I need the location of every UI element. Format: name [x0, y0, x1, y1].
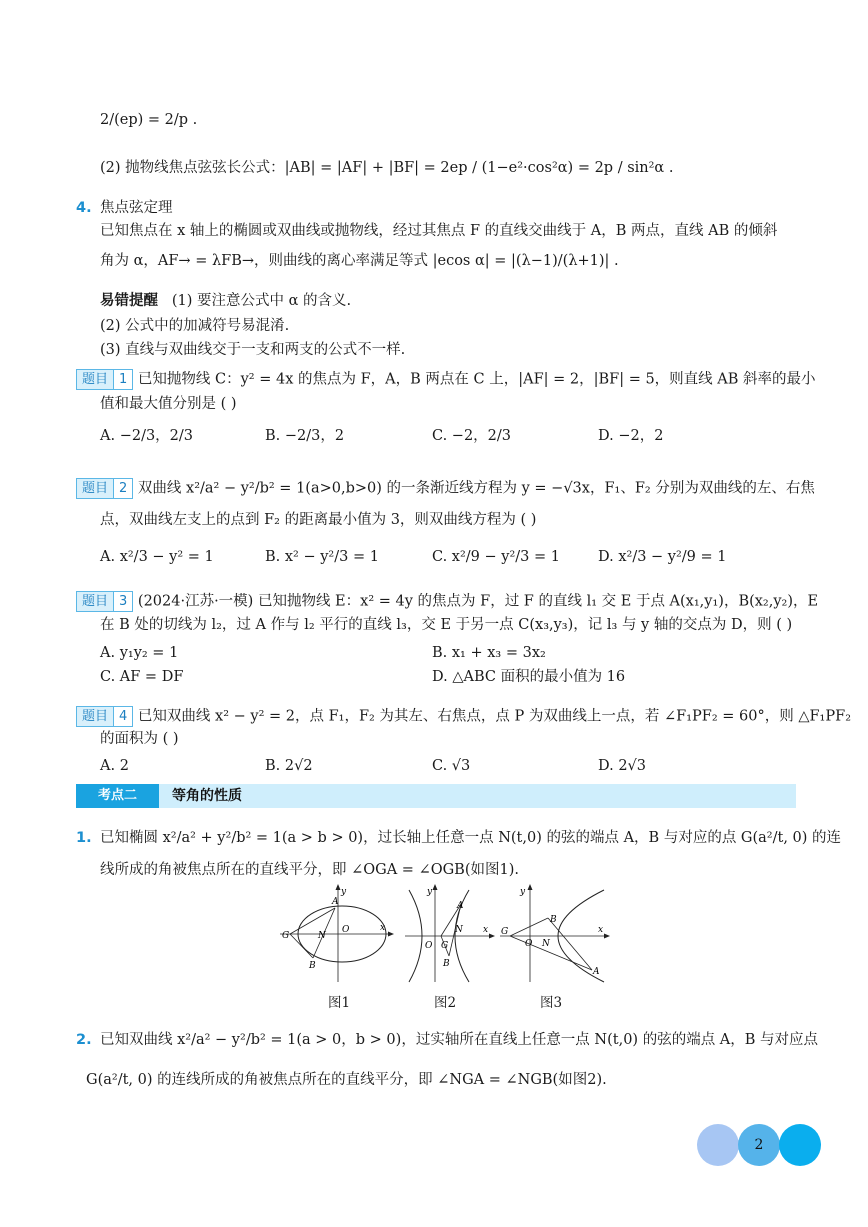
property-1-text-2: 线所成的角被焦点所在的直线平分，即 ∠OGA = ∠OGB(如图1).	[100, 862, 519, 878]
question-tag: 题目 1	[76, 369, 133, 390]
question-tag: 题目 4	[76, 706, 133, 727]
page-number: 2	[754, 1137, 764, 1153]
item-number-2: 2.	[76, 1032, 92, 1048]
question-4	[76, 706, 851, 727]
svg-text:N: N	[455, 925, 463, 935]
section-head: 考点二	[76, 784, 159, 808]
figure-1	[280, 884, 395, 984]
svg-text:G: G	[501, 927, 509, 937]
question-2-cont: 点，双曲线左支上的点到 F₂ 的距离最小值为 3，则双曲线方程为 ( )	[100, 512, 537, 528]
choice-b[interactable]: B. −2/3，2	[265, 428, 345, 444]
tip-line-1	[100, 291, 351, 311]
svg-text:N: N	[318, 931, 326, 941]
question-text: 双曲线 x²/a² − y²/b² = 1(a>0,b>0) 的一条渐近线方程为 y = −√3x，F₁、F₂ 分别为双曲线的左、右焦	[137, 480, 815, 497]
choice-b[interactable]: B. x² − y²/3 = 1	[265, 549, 379, 565]
property-2-text-1: 已知双曲线 x²/a² − y²/b² = 1(a > 0，b > 0)，过实轴所在直线上任意一点 N(t,0) 的弦的端点 A，B 与对应点	[100, 1032, 819, 1048]
choice-d[interactable]: D. 2√3	[598, 758, 647, 774]
tip-text-1: (1) 要注意公式中 α 的含义.	[171, 293, 352, 309]
svg-text:y: y	[341, 887, 347, 897]
svg-text:N: N	[542, 939, 550, 949]
question-1-cont: 值和最大值分别是 ( )	[100, 396, 237, 412]
question-text: 已知抛物线 C：y² = 4x 的焦点为 F，A，B 两点在 C 上，|AF| = 2，|BF| = 5，则直线 AB 斜率的最小	[137, 371, 816, 388]
question-2	[76, 478, 815, 499]
choice-a[interactable]: A. x²/3 − y² = 1	[100, 549, 214, 565]
svg-text:G: G	[282, 931, 290, 941]
page-circle-left	[697, 1124, 739, 1166]
svg-text:x: x	[483, 925, 489, 935]
item-number-4: 4.	[76, 200, 92, 216]
choice-a[interactable]: A. −2/3，2/3	[100, 428, 194, 444]
choice-d[interactable]: D. −2，2	[598, 428, 664, 444]
svg-text:O: O	[425, 941, 433, 951]
choice-c[interactable]: C. AF = DF	[100, 669, 184, 685]
choice-a[interactable]: A. y₁y₂ = 1	[100, 645, 179, 661]
tip-line-2: (2) 公式中的加减符号易混淆.	[100, 318, 290, 334]
svg-text:A: A	[593, 967, 600, 977]
choice-c[interactable]: C. x²/9 − y²/3 = 1	[432, 549, 560, 565]
section-bar	[76, 784, 796, 808]
svg-text:A: A	[457, 901, 464, 911]
formula-line-2: (2) 抛物线焦点弦弦长公式：|AB| = |AF| + |BF| = 2ep / (1−e²·cos²α) = 2p / sin²α .	[100, 160, 674, 176]
item-number-1: 1.	[76, 830, 92, 846]
question-tag: 题目 2	[76, 478, 133, 499]
svg-text:O: O	[342, 925, 350, 935]
svg-text:G: G	[441, 941, 449, 951]
question-3-cont: 在 B 处的切线为 l₂，过 A 作与 l₂ 平行的直线 l₃，交 E 于另一点 C(x₃,y₃)，记 l₃ 与 y 轴的交点为 D，则 ( )	[100, 617, 793, 633]
theorem-text-2: 角为 α，AF→ = λFB→，则曲线的离心率满足等式 |ecos α| = |(λ−1)/(λ+1)| .	[100, 253, 619, 269]
item-heading: 焦点弦定理	[100, 200, 173, 216]
choice-a[interactable]: A. 2	[100, 758, 129, 774]
figure-3-caption: 图3	[540, 995, 563, 1011]
svg-text:B: B	[550, 915, 557, 925]
question-4-cont: 的面积为 ( )	[100, 731, 179, 747]
formula-line-1: 2/(ep) = 2/p .	[100, 112, 198, 128]
figure-2	[405, 884, 495, 984]
theorem-text-1: 已知焦点在 x 轴上的椭圆或双曲线或抛物线，经过其焦点 F 的直线交曲线于 A，B 两点，直线 AB 的倾斜	[100, 223, 778, 239]
question-3	[76, 591, 818, 612]
svg-text:y: y	[427, 887, 433, 897]
page-circle-right	[779, 1124, 821, 1166]
choice-d[interactable]: D. x²/3 − y²/9 = 1	[598, 549, 727, 565]
svg-text:x: x	[598, 925, 604, 935]
svg-text:O: O	[525, 939, 533, 949]
question-text: 已知双曲线 x² − y² = 2，点 F₁，F₂ 为其左、右焦点，点 P 为双曲线上一点，若 ∠F₁PF₂ = 60°，则 △F₁PF₂	[137, 708, 852, 725]
choice-b[interactable]: B. 2√2	[265, 758, 313, 774]
choice-d[interactable]: D. △ABC 面积的最小值为 16	[432, 669, 626, 685]
tip-line-3: (3) 直线与双曲线交于一支和两支的公式不一样.	[100, 342, 406, 358]
svg-text:A: A	[332, 897, 339, 907]
figure-1-caption: 图1	[328, 995, 351, 1011]
figure-2-caption: 图2	[434, 995, 457, 1011]
question-tag: 题目 3	[76, 591, 133, 612]
section-title: 等角的性质	[172, 788, 242, 804]
choice-c[interactable]: C. −2，2/3	[432, 428, 512, 444]
question-1	[76, 369, 816, 390]
property-2-text-2: G(a²/t, 0) 的连线所成的角被焦点所在的直线平分，即 ∠NGA = ∠NGB(如图2).	[86, 1072, 607, 1088]
property-1-text-1: 已知椭圆 x²/a² + y²/b² = 1(a > b > 0)，过长轴上任意一点 N(t,0) 的弦的端点 A，B 与对应的点 G(a²/t, 0) 的连	[100, 830, 842, 846]
choice-b[interactable]: B. x₁ + x₃ = 3x₂	[432, 645, 546, 661]
tip-label: 易错提醒	[100, 293, 158, 309]
svg-text:y: y	[520, 887, 526, 897]
svg-text:B: B	[443, 959, 450, 969]
figure-3	[500, 884, 610, 984]
choice-c[interactable]: C. √3	[432, 758, 471, 774]
svg-text:B: B	[309, 961, 316, 971]
question-text: (2024·江苏·一模) 已知抛物线 E：x² = 4y 的焦点为 F，过 F 的直线 l₁ 交 E 于点 A(x₁,y₁)，B(x₂,y₂)，E	[137, 593, 819, 610]
svg-text:x: x	[380, 923, 386, 933]
